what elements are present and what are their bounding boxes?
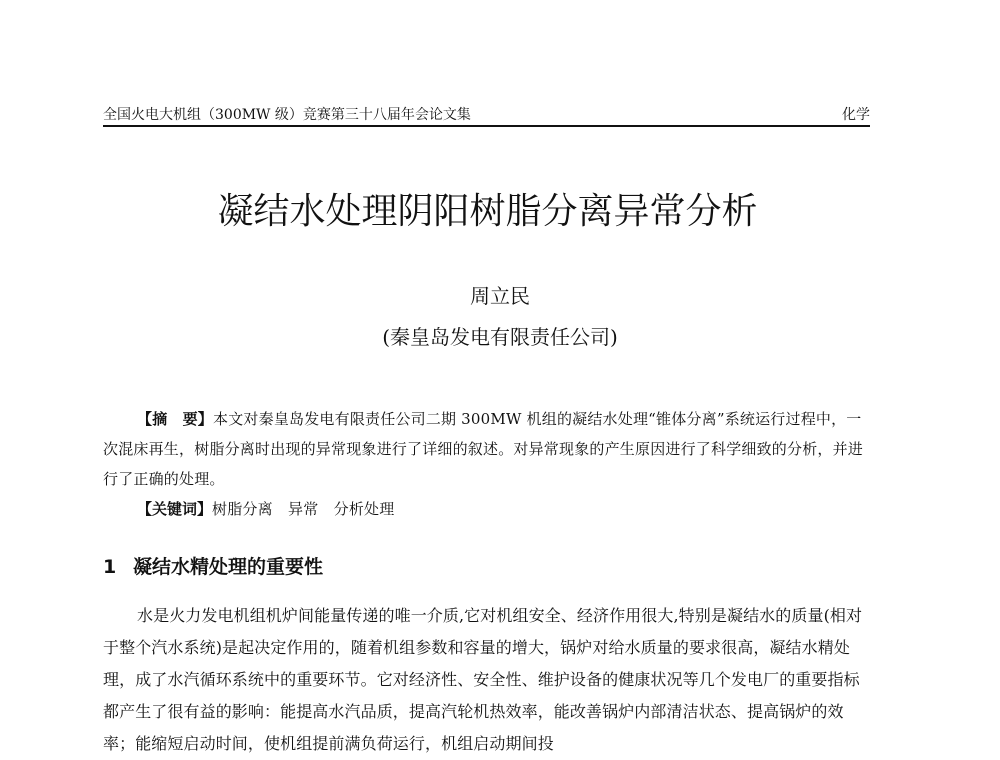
keywords-label: 【关键词】 <box>137 500 213 518</box>
section-title: 凝结水精处理的重要性 <box>133 556 324 578</box>
keywords-terms: 树脂分离 异常 分析处理 <box>212 500 395 518</box>
proceedings-title: 全国火电大机组（300MW 级）竞赛第三十八届年会论文集 <box>103 107 471 123</box>
body-paragraph: 水是火力发电机组机炉间能量传递的唯一介质,它对机组安全、经济作用很大,特别是凝结水的质量(相对于整个汽水系统)是起决定作用的，随着机组参数和容量的增大，锅炉对给水质量的要求很高，凝结水精处理，成了水汽循环系统中的重要环节。它对经济性、安全性、维护设备的健康状况等几个发电厂的重要指标都产生了很有益的影响：能提高水汽品质，提高汽轮机热效率，能改善锅炉内部清洁状态、提高锅炉的效率；能缩短启动时间，使机组提前满负荷运行，机组启动期间投 <box>103 606 863 753</box>
keywords-block <box>103 494 870 524</box>
section-number: 1 <box>103 556 117 578</box>
section-heading <box>103 554 870 580</box>
author-affiliation: (秦皇岛发电有限责任公司) <box>382 325 618 349</box>
section-label: 化学 <box>842 107 870 123</box>
article-title: 凝结水处理阴阳树脂分离异常分析 <box>217 191 758 232</box>
abstract-text: 本文对秦皇岛发电有限责任公司二期 300MW 机组的凝结水处理“锥体分离”系统运行过程中，一次混床再生，树脂分离时出现的异常现象进行了详细的叙述。对异常现象的产生原因进行了科学细致的分析，并进行了正确的处理。 <box>103 410 864 488</box>
abstract-label: 【摘 要】 <box>137 410 214 428</box>
author-name: 周立民 <box>470 284 530 308</box>
running-header <box>103 103 870 127</box>
abstract-block <box>103 404 870 494</box>
